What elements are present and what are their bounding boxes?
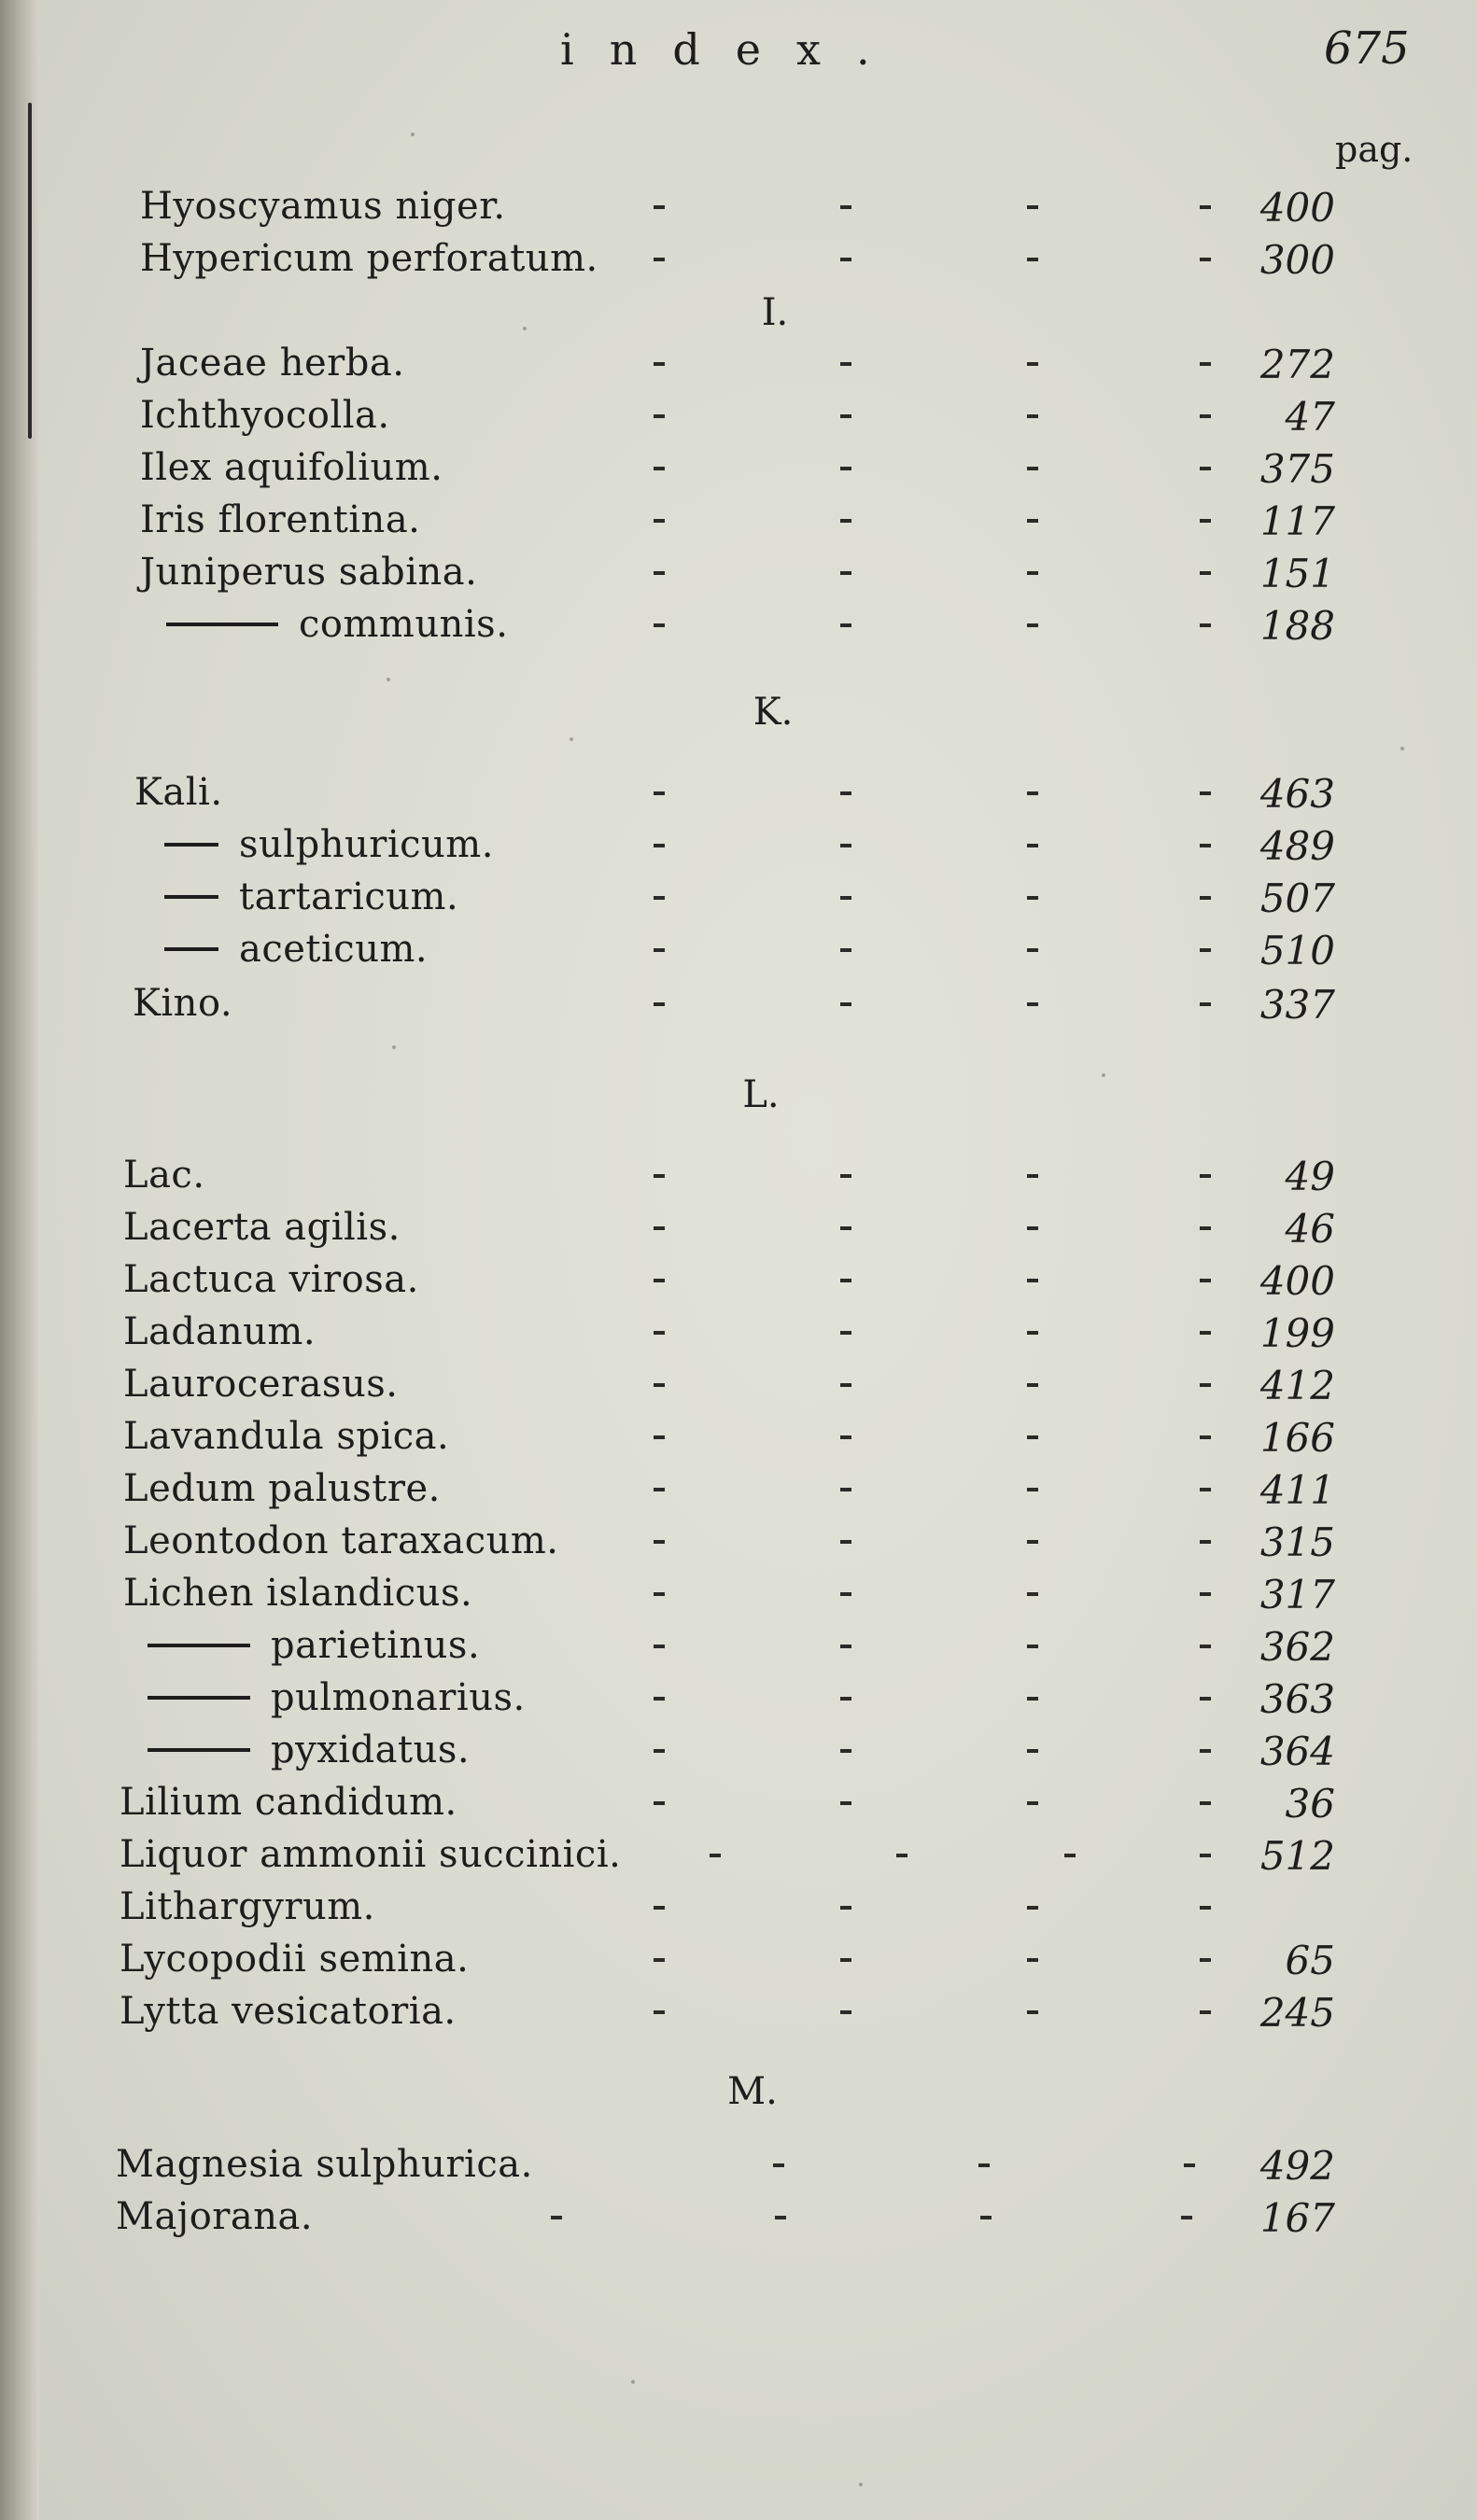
entry-term-sub bbox=[148, 1729, 470, 1771]
entry-term: Ledum palustre. bbox=[123, 1467, 441, 1510]
entry-page: 117 bbox=[1259, 498, 1335, 544]
paper-speck bbox=[631, 2380, 635, 2384]
entry-term: Iris florentina. bbox=[140, 498, 421, 541]
index-entry bbox=[0, 237, 1400, 286]
index-entry bbox=[0, 771, 1400, 819]
index-entry bbox=[0, 1833, 1400, 1882]
entry-term: Juniperus sabina. bbox=[140, 551, 478, 594]
entry-term-sub bbox=[148, 1624, 480, 1667]
entry-page: 300 bbox=[1259, 237, 1335, 283]
entry-term: Hypericum perforatum. bbox=[140, 237, 598, 280]
entry-term-sub bbox=[166, 603, 508, 646]
dot-leaders bbox=[654, 603, 1232, 650]
entry-term: Magnesia sulphurica. bbox=[116, 2143, 533, 2186]
entry-term: Jaceae herba. bbox=[140, 342, 405, 385]
entry-term-sub bbox=[164, 823, 494, 866]
dot-leaders bbox=[654, 1415, 1232, 1462]
dot-leaders bbox=[710, 1833, 1232, 1880]
index-entry bbox=[0, 982, 1400, 1030]
dot-leaders bbox=[654, 342, 1232, 388]
dot-leaders bbox=[654, 823, 1232, 870]
index-entry bbox=[0, 1258, 1400, 1307]
section-heading-k: K. bbox=[753, 691, 794, 734]
entry-term: Lac. bbox=[123, 1154, 205, 1197]
dot-leaders bbox=[654, 928, 1232, 974]
entry-term: pyxidatus. bbox=[271, 1729, 471, 1771]
section-heading-m: M. bbox=[727, 2070, 778, 2113]
entry-page: 317 bbox=[1259, 1572, 1335, 1617]
dot-leaders bbox=[654, 1310, 1232, 1357]
section-heading-l: L. bbox=[742, 1073, 780, 1116]
index-entry bbox=[0, 185, 1400, 233]
entry-page: 412 bbox=[1259, 1363, 1335, 1408]
entry-term: Leontodon taraxacum. bbox=[123, 1519, 559, 1562]
entry-page: 199 bbox=[1259, 1310, 1335, 1356]
index-entry bbox=[0, 1676, 1400, 1725]
dot-leaders bbox=[773, 2143, 1240, 2190]
dot-leaders bbox=[654, 982, 1232, 1029]
entry-term: Ladanum. bbox=[123, 1310, 316, 1353]
entry-page: 315 bbox=[1259, 1519, 1335, 1565]
ditto-rule bbox=[148, 1644, 250, 1647]
ditto-rule bbox=[164, 947, 218, 951]
entry-page: 510 bbox=[1259, 928, 1335, 973]
dot-leaders bbox=[654, 1258, 1232, 1305]
entry-term: Lilium candidum. bbox=[120, 1781, 457, 1824]
entry-term: Lycopodii semina. bbox=[120, 1938, 470, 1981]
index-entry bbox=[0, 1885, 1400, 1934]
index-entry bbox=[0, 394, 1400, 442]
dot-leaders bbox=[654, 185, 1232, 231]
entry-page: 400 bbox=[1259, 185, 1335, 231]
entry-page: 36 bbox=[1285, 1781, 1335, 1827]
entry-page: 245 bbox=[1259, 1990, 1335, 2036]
entry-page: 167 bbox=[1259, 2195, 1335, 2241]
index-entry bbox=[0, 498, 1400, 547]
dot-leaders bbox=[654, 1467, 1232, 1514]
entry-page: 375 bbox=[1259, 446, 1335, 492]
ditto-rule bbox=[148, 1696, 250, 1700]
entry-page: 65 bbox=[1285, 1938, 1335, 1983]
dot-leaders bbox=[654, 1154, 1232, 1200]
index-entry bbox=[0, 1363, 1400, 1411]
dot-leaders bbox=[654, 1572, 1232, 1618]
dot-leaders bbox=[654, 1885, 1232, 1932]
entry-term: Liquor ammonii succinici. bbox=[120, 1833, 622, 1876]
entry-term: Laurocerasus. bbox=[123, 1363, 399, 1406]
dot-leaders bbox=[654, 446, 1232, 493]
running-head: index. bbox=[560, 24, 906, 75]
dot-leaders bbox=[654, 498, 1232, 545]
index-entry bbox=[0, 1154, 1400, 1202]
entry-term: Lactuca virosa. bbox=[123, 1258, 419, 1301]
index-entry bbox=[0, 1729, 1400, 1777]
index-entry bbox=[0, 1415, 1400, 1463]
entry-term: Ichthyocolla. bbox=[140, 394, 390, 437]
ditto-rule bbox=[164, 895, 218, 899]
paper-speck bbox=[392, 1045, 396, 1049]
entry-page: 49 bbox=[1285, 1154, 1335, 1199]
index-entry bbox=[0, 875, 1400, 924]
dot-leaders bbox=[654, 551, 1232, 597]
dot-leaders bbox=[654, 1519, 1232, 1566]
index-entry bbox=[0, 1938, 1400, 1986]
entry-term: pulmonarius. bbox=[271, 1676, 526, 1719]
index-entry bbox=[0, 342, 1400, 390]
entry-term-sub bbox=[164, 928, 428, 971]
ditto-rule bbox=[164, 843, 218, 847]
index-entry bbox=[0, 2143, 1400, 2191]
entry-page: 272 bbox=[1259, 342, 1335, 387]
entry-term: communis. bbox=[299, 603, 509, 646]
entry-term: Hyoscyamus niger. bbox=[140, 185, 506, 228]
paper-speck bbox=[1102, 1073, 1105, 1077]
paper-speck bbox=[523, 327, 527, 330]
entry-term: sulphuricum. bbox=[239, 823, 494, 866]
index-entry bbox=[0, 928, 1400, 976]
dot-leaders bbox=[654, 1624, 1232, 1671]
entry-page: 188 bbox=[1259, 603, 1335, 649]
entry-page: 492 bbox=[1259, 2143, 1335, 2189]
index-entry bbox=[0, 446, 1400, 495]
page-number: 675 bbox=[1324, 22, 1410, 75]
dot-leaders bbox=[654, 1206, 1232, 1253]
index-entry bbox=[0, 1572, 1400, 1620]
entry-page: 507 bbox=[1259, 875, 1335, 921]
paper-speck bbox=[1400, 747, 1404, 750]
dot-leaders bbox=[654, 875, 1232, 922]
entry-page: 463 bbox=[1259, 771, 1335, 817]
entry-page: 512 bbox=[1259, 1833, 1335, 1879]
index-entry bbox=[0, 551, 1400, 599]
entry-term: parietinus. bbox=[271, 1624, 481, 1667]
entry-page: 46 bbox=[1285, 1206, 1335, 1252]
paper-speck bbox=[859, 2483, 863, 2486]
entry-page: 363 bbox=[1259, 1676, 1335, 1722]
dot-leaders bbox=[654, 1363, 1232, 1409]
dot-leaders bbox=[654, 237, 1232, 284]
index-entry bbox=[0, 1519, 1400, 1568]
dot-leaders bbox=[551, 2195, 1232, 2242]
entry-page: 337 bbox=[1259, 982, 1335, 1028]
dot-leaders bbox=[654, 1938, 1232, 1984]
ditto-rule bbox=[166, 623, 278, 626]
index-entry bbox=[0, 1206, 1400, 1254]
index-entry bbox=[0, 1781, 1400, 1829]
dot-leaders bbox=[654, 771, 1232, 818]
index-entry bbox=[0, 1990, 1400, 2038]
entry-term: Majorana. bbox=[116, 2195, 314, 2238]
entry-page: 47 bbox=[1285, 394, 1335, 440]
entry-term-sub bbox=[164, 875, 458, 918]
index-entry bbox=[0, 2195, 1400, 2244]
entry-term-sub bbox=[148, 1676, 526, 1719]
dot-leaders bbox=[654, 394, 1232, 441]
index-entry bbox=[0, 603, 1400, 651]
entry-term: Lavandula spica. bbox=[123, 1415, 450, 1458]
paper-speck bbox=[411, 133, 415, 136]
dot-leaders bbox=[654, 1781, 1232, 1827]
entry-page: 362 bbox=[1259, 1624, 1335, 1670]
entry-term: aceticum. bbox=[239, 928, 429, 971]
pag-column-label: pag. bbox=[1335, 129, 1414, 170]
paper-speck bbox=[387, 678, 390, 681]
index-entry bbox=[0, 1624, 1400, 1673]
entry-page: 364 bbox=[1259, 1729, 1335, 1774]
entry-page: 411 bbox=[1259, 1467, 1335, 1513]
entry-page: 489 bbox=[1259, 823, 1335, 869]
entry-page: 400 bbox=[1259, 1258, 1335, 1304]
section-heading-i: I. bbox=[761, 291, 789, 334]
entry-term: Lithargyrum. bbox=[120, 1885, 375, 1928]
entry-term: Lacerta agilis. bbox=[123, 1206, 401, 1249]
entry-term: Lytta vesicatoria. bbox=[120, 1990, 457, 2033]
entry-page: 166 bbox=[1259, 1415, 1335, 1461]
entry-term: Kino. bbox=[133, 982, 233, 1025]
index-entry bbox=[0, 1310, 1400, 1359]
dot-leaders bbox=[654, 1729, 1232, 1775]
ditto-rule bbox=[148, 1748, 250, 1752]
dot-leaders bbox=[654, 1990, 1232, 2037]
paper-speck bbox=[570, 737, 573, 741]
index-entry bbox=[0, 823, 1400, 872]
entry-term: Ilex aquifolium. bbox=[140, 446, 443, 489]
dot-leaders bbox=[654, 1676, 1232, 1723]
entry-term: tartaricum. bbox=[239, 875, 459, 918]
index-entry bbox=[0, 1467, 1400, 1516]
entry-term: Kali. bbox=[134, 771, 223, 814]
entry-page: 151 bbox=[1259, 551, 1335, 596]
entry-term: Lichen islandicus. bbox=[123, 1572, 473, 1615]
